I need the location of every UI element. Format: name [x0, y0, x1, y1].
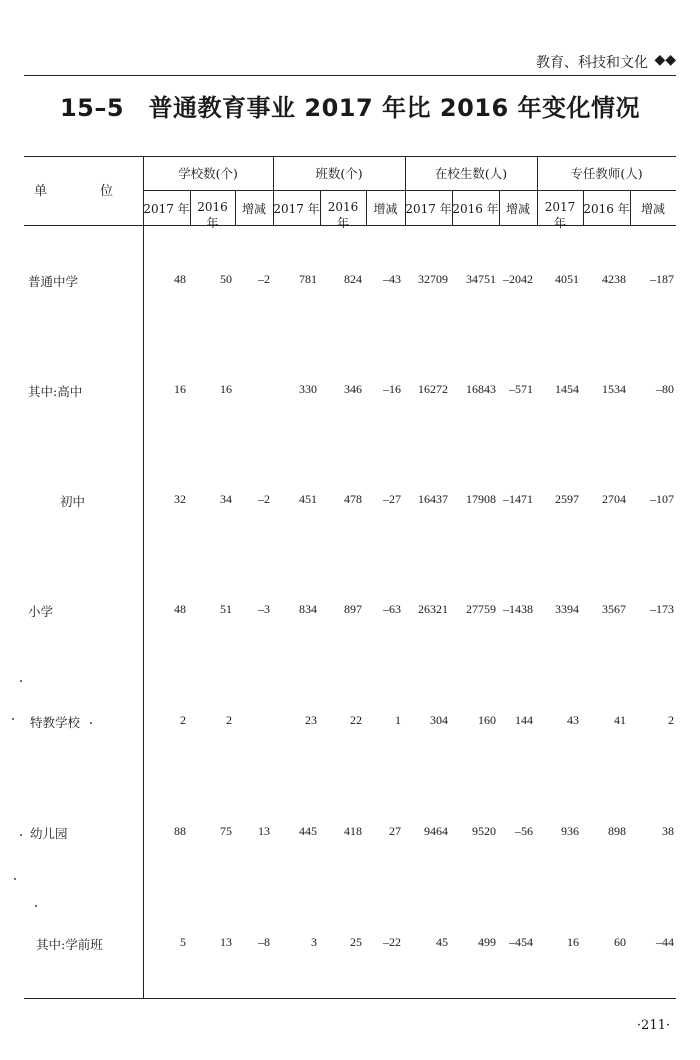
- group-header-schools: 学校数(个): [178, 166, 238, 181]
- col-header-2016: 2016 年: [583, 202, 630, 216]
- table-cell: 4051: [555, 272, 579, 286]
- section-title: 教育、科技和文化: [536, 55, 648, 71]
- table-cell: 34751: [466, 272, 496, 286]
- header-rule: [24, 75, 676, 76]
- table-cell: 9520: [472, 824, 496, 838]
- table-cell: 824: [344, 272, 362, 286]
- table-cell: –454: [509, 935, 533, 949]
- table-cell: –2042: [503, 272, 533, 286]
- table-cell: 16: [220, 382, 232, 396]
- table-bottom-rule: [24, 998, 676, 999]
- table-cell: 144: [515, 713, 533, 727]
- table-cell: 16437: [418, 492, 448, 506]
- table-cell: 897: [344, 602, 362, 616]
- col-header-2016: 2016 年: [452, 202, 499, 216]
- col-header-change: 增减: [640, 202, 665, 216]
- table-cell: 75: [220, 824, 232, 838]
- table-cell: –173: [650, 602, 674, 616]
- table-cell: 834: [299, 602, 317, 616]
- table-header-divider: [143, 190, 676, 191]
- table-cell: –56: [515, 824, 533, 838]
- row-label: 幼儿园: [30, 826, 68, 841]
- row-label: 初中: [60, 494, 86, 509]
- table-cell: 2: [668, 713, 674, 727]
- table-top-rule: [24, 156, 676, 157]
- table-cell: –80: [656, 382, 674, 396]
- scan-speck: [20, 834, 22, 836]
- table-cell: 445: [299, 824, 317, 838]
- table-cell: –22: [383, 935, 401, 949]
- group-header-students: 在校生数(人): [434, 166, 508, 181]
- table-cell: 48: [174, 602, 186, 616]
- table-cell: 26321: [418, 602, 448, 616]
- table-vline-unit: [143, 156, 144, 998]
- diamond-icon: ◆◆: [654, 52, 676, 68]
- scan-speck: [90, 722, 92, 724]
- table-cell: 23: [305, 713, 317, 727]
- table-cell: 27759: [466, 602, 496, 616]
- table-cell: 32: [174, 492, 186, 506]
- table-cell: 5: [180, 935, 186, 949]
- table-cell: 451: [299, 492, 317, 506]
- page-title: 15–5 普通教育事业 2017 年比 2016 年变化情况: [59, 94, 641, 122]
- table-cell: 41: [614, 713, 626, 727]
- table-cell: 898: [608, 824, 626, 838]
- col-header-change: 增减: [241, 202, 266, 216]
- table-cell: 25: [350, 935, 362, 949]
- col-header-2016: 2016 年: [327, 200, 359, 230]
- table-cell: 51: [220, 602, 232, 616]
- table-cell: 60: [614, 935, 626, 949]
- table-cell: 936: [561, 824, 579, 838]
- scan-speck: [20, 680, 22, 682]
- col-header-2017: 2017 年: [544, 200, 576, 230]
- table-cell: 2: [226, 713, 232, 727]
- col-header-change: 增减: [505, 202, 530, 216]
- table-cell: –187: [650, 272, 674, 286]
- row-label: 小学: [28, 604, 54, 619]
- page-number: ·211·: [636, 1018, 670, 1033]
- table-cell: 304: [430, 713, 448, 727]
- table-cell: 4238: [602, 272, 626, 286]
- table-cell: –1471: [503, 492, 533, 506]
- col-header-change: 增减: [373, 202, 398, 216]
- col-header-2016: 2016 年: [197, 200, 228, 230]
- table-cell: 346: [344, 382, 362, 396]
- col-header-2017: 2017 年: [273, 202, 320, 216]
- table-cell: –571: [509, 382, 533, 396]
- row-label: 其中:高中: [28, 384, 83, 399]
- scan-speck: [14, 878, 16, 880]
- table-cell: 499: [478, 935, 496, 949]
- row-label: 特教学校: [30, 715, 81, 730]
- table-cell: 1: [395, 713, 401, 727]
- table-cell: 160: [478, 713, 496, 727]
- table-cell: 3394: [555, 602, 579, 616]
- table-cell: 48: [174, 272, 186, 286]
- table-cell: –107: [650, 492, 674, 506]
- table-cell: 88: [174, 824, 186, 838]
- table-cell: 38: [662, 824, 674, 838]
- table-cell: 9464: [424, 824, 448, 838]
- table-cell: 781: [299, 272, 317, 286]
- table-cell: 3: [311, 935, 317, 949]
- table-cell: 2597: [555, 492, 579, 506]
- scan-speck: [12, 718, 14, 720]
- table-cell: 43: [567, 713, 579, 727]
- table-cell: –43: [383, 272, 401, 286]
- table-cell: 418: [344, 824, 362, 838]
- table-cell: 330: [299, 382, 317, 396]
- table-cell: 1454: [555, 382, 579, 396]
- table-cell: 16843: [466, 382, 496, 396]
- table-cell: 45: [436, 935, 448, 949]
- group-header-classes: 班数(个): [315, 166, 363, 181]
- table-cell: 13: [258, 824, 270, 838]
- unit-column-header: 单 位: [33, 184, 133, 199]
- table-cell: 3567: [602, 602, 626, 616]
- table-cell: 2: [180, 713, 186, 727]
- col-header-2017: 2017 年: [143, 202, 190, 216]
- table-cell: –8: [258, 935, 270, 949]
- table-cell: 34: [220, 492, 232, 506]
- table-cell: –2: [258, 492, 270, 506]
- table-cell: 27: [389, 824, 401, 838]
- row-label: 其中:学前班: [36, 937, 103, 952]
- table-cell: 16: [174, 382, 186, 396]
- table-cell: –44: [656, 935, 674, 949]
- group-header-teachers: 专任教师(人): [570, 166, 643, 181]
- table-cell: –3: [258, 602, 270, 616]
- row-label: 普通中学: [28, 274, 79, 289]
- table-cell: –2: [258, 272, 270, 286]
- table-cell: 17908: [466, 492, 496, 506]
- table-cell: 16: [567, 935, 579, 949]
- table-cell: 478: [344, 492, 362, 506]
- scan-speck: [35, 905, 37, 907]
- table-cell: –27: [383, 492, 401, 506]
- col-header-2017: 2017 年: [405, 202, 452, 216]
- table-cell: 1534: [602, 382, 626, 396]
- table-cell: 2704: [602, 492, 626, 506]
- table-cell: 50: [220, 272, 232, 286]
- table-cell: 22: [350, 713, 362, 727]
- table-cell: –16: [383, 382, 401, 396]
- table-cell: 16272: [418, 382, 448, 396]
- table-cell: 32709: [418, 272, 448, 286]
- table-cell: 13: [220, 935, 232, 949]
- table-cell: –1438: [503, 602, 533, 616]
- table-cell: –63: [383, 602, 401, 616]
